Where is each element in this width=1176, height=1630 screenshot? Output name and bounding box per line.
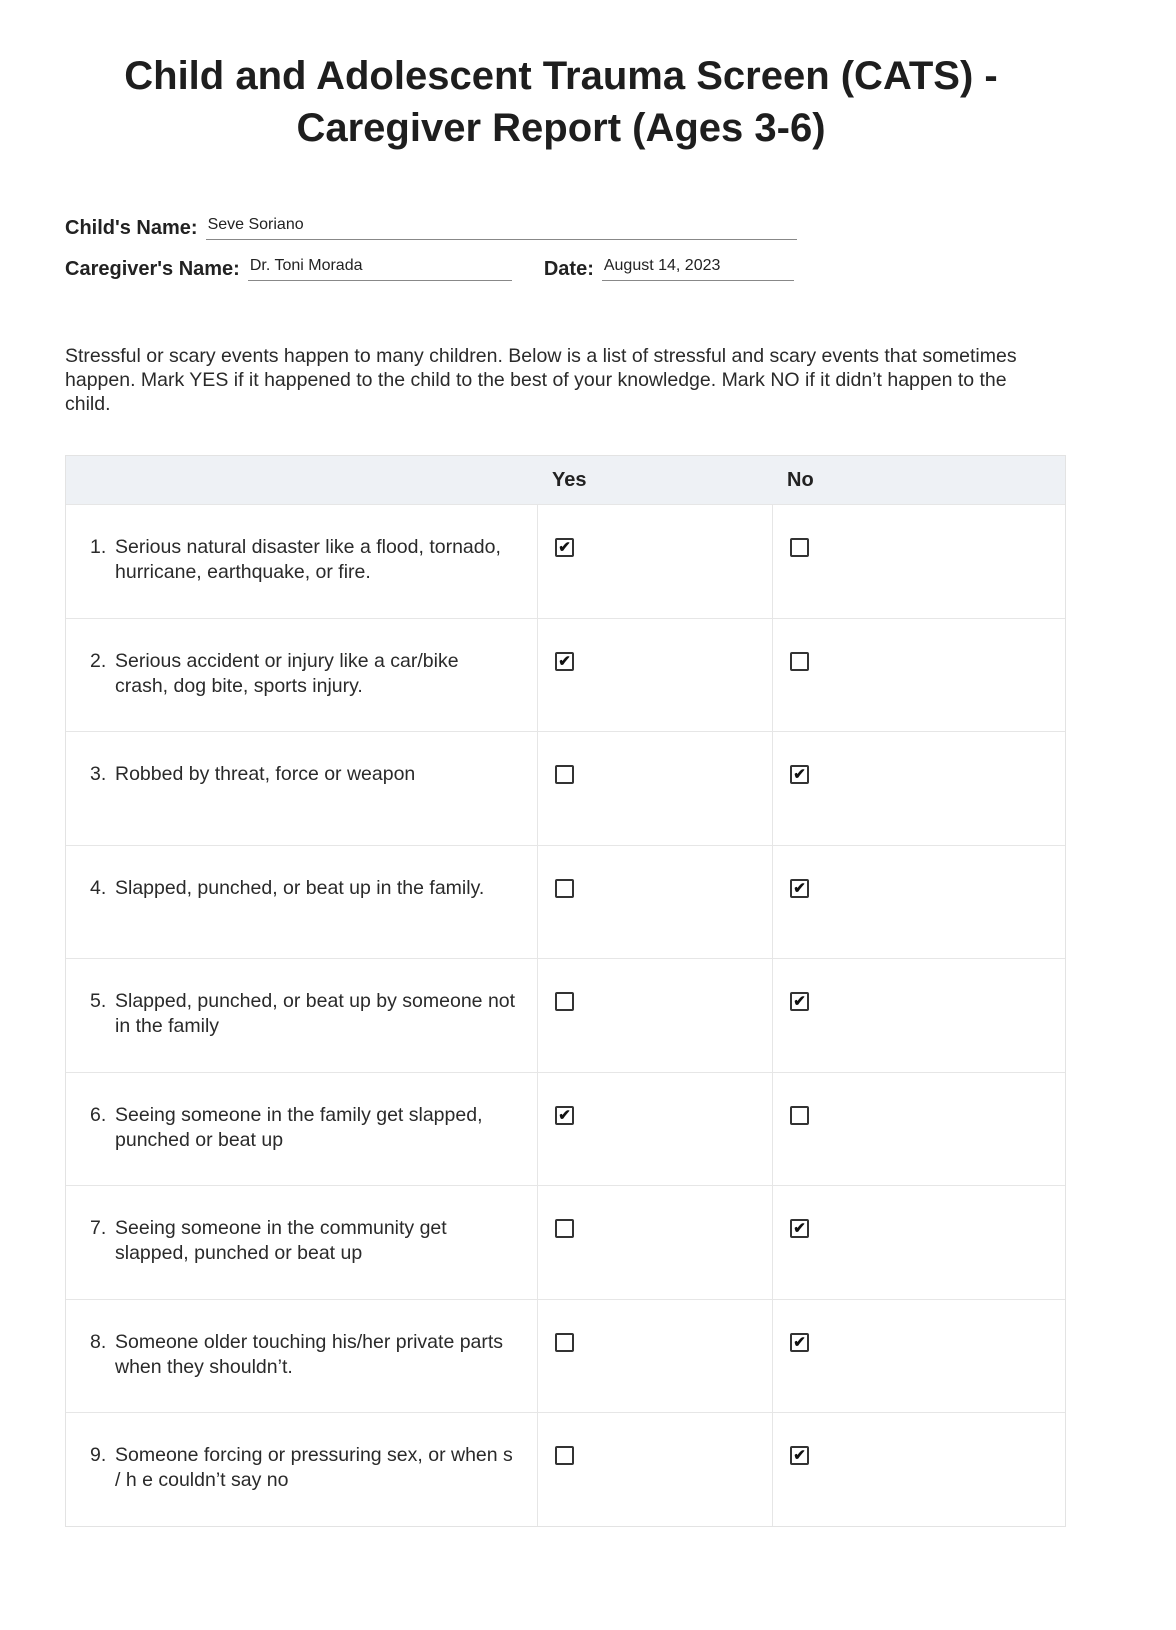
document-title [0,50,1122,154]
caregiver-name-label: Caregiver's Name: [65,258,240,280]
yes-checkbox[interactable] [555,652,574,671]
yes-checkbox[interactable] [555,765,574,784]
question-cell [66,1413,537,1526]
title-line-1: Child and Adolescent Trauma Screen (CATS) - [124,54,998,98]
check-mark-icon: ✔ [558,539,571,556]
question-text: Slapped, punched, or beat up by someone not in the family [115,990,516,1037]
header-no: No [787,468,814,491]
no-cell [772,732,1065,845]
no-checkbox[interactable] [790,1333,809,1352]
question-cell [66,846,537,959]
question-cell [66,1073,537,1186]
caregiver-name-field[interactable]: Dr. Toni Morada [248,257,512,281]
question-text: Someone older touching his/her private parts when they shouldn’t. [115,1330,504,1378]
question-text: Serious accident or injury like a car/bike crash, dog bite, sports injury. [115,649,459,697]
question-number: 9. [90,1444,107,1466]
table-body [66,504,1065,1526]
question-number: 8. [90,1330,107,1353]
no-cell [772,959,1065,1072]
question-number: 1. [90,536,107,558]
question-cell [66,505,537,618]
yes-cell [537,505,772,618]
question-cell [66,1300,537,1413]
question-cell [66,1186,537,1299]
table-row [66,1299,1065,1413]
table-row [66,504,1065,618]
title-line-2: Caregiver Report (Ages 3-6) [296,106,826,150]
question-text: Seeing someone in the community get slapped, punched or beat up [115,1217,447,1264]
no-checkbox[interactable] [790,992,809,1011]
caregiver-date-row [65,257,794,281]
question-cell [66,619,537,732]
no-checkbox[interactable] [790,765,809,784]
no-checkbox[interactable] [790,1106,809,1125]
no-cell [772,1413,1065,1526]
check-mark-icon: ✔ [558,1106,571,1124]
date-field[interactable]: August 14, 2023 [602,257,794,281]
no-cell [772,1300,1065,1413]
question-text: Serious natural disaster like a flood, tornado, hurricane, earthquake, or fire. [115,536,501,583]
question-cell [66,732,537,845]
question-number: 6. [90,1103,107,1126]
no-checkbox[interactable] [790,879,809,898]
question-text: Seeing someone in the family get slapped, punched or beat up [115,1103,483,1151]
check-mark-icon: ✔ [558,652,571,670]
no-cell [772,619,1065,732]
child-name-label: Child's Name: [65,217,198,239]
yes-cell [537,1186,772,1299]
screening-table [65,455,1066,1527]
question-number: 7. [90,1217,107,1239]
no-checkbox[interactable] [790,538,809,557]
check-mark-icon: ✔ [793,766,806,783]
question-number: 2. [90,649,107,672]
check-mark-icon: ✔ [793,993,806,1010]
check-mark-icon: ✔ [793,1447,806,1464]
child-name-row [65,216,797,240]
table-row [66,958,1065,1072]
question-number: 3. [90,763,107,785]
table-row [66,1072,1065,1186]
no-checkbox[interactable] [790,1446,809,1465]
yes-cell [537,1300,772,1413]
check-mark-icon: ✔ [793,879,806,897]
question-text: Robbed by threat, force or weapon [115,763,416,785]
table-row [66,1412,1065,1526]
check-mark-icon: ✔ [793,1333,806,1351]
yes-cell [537,846,772,959]
yes-checkbox[interactable] [555,992,574,1011]
yes-checkbox[interactable] [555,879,574,898]
table-row [66,731,1065,845]
date-label: Date: [543,258,594,280]
question-cell [66,959,537,1072]
no-checkbox[interactable] [790,1219,809,1238]
table-row [66,618,1065,732]
yes-checkbox[interactable] [555,1219,574,1238]
yes-cell [537,1073,772,1186]
child-name-field[interactable]: Seve Soriano [206,216,797,240]
yes-checkbox[interactable] [555,538,574,557]
header-yes: Yes [552,468,587,491]
question-number: 4. [90,876,107,899]
yes-checkbox[interactable] [555,1106,574,1125]
no-checkbox[interactable] [790,652,809,671]
yes-checkbox[interactable] [555,1446,574,1465]
instructions-text: Stressful or scary events happen to many children. Below is a list of stressful and scary events that sometimes happen. Mark YES if it happened to the child to the best of your knowledge. Mark NO if it didn’t happen to the child. [65,345,1017,415]
yes-cell [537,1413,772,1526]
no-cell [772,846,1065,959]
question-number: 5. [90,990,107,1012]
no-cell [772,1186,1065,1299]
no-cell [772,1073,1065,1186]
question-text: Slapped, punched, or beat up in the family. [115,876,485,899]
table-header [66,456,1065,504]
question-text: Someone forcing or pressuring sex, or when s / h e couldn’t say no [115,1444,513,1491]
yes-cell [537,732,772,845]
yes-cell [537,959,772,1072]
table-row [66,1185,1065,1299]
check-mark-icon: ✔ [793,1220,806,1237]
yes-cell [537,619,772,732]
no-cell [772,505,1065,618]
yes-checkbox[interactable] [555,1333,574,1352]
table-row [66,845,1065,959]
